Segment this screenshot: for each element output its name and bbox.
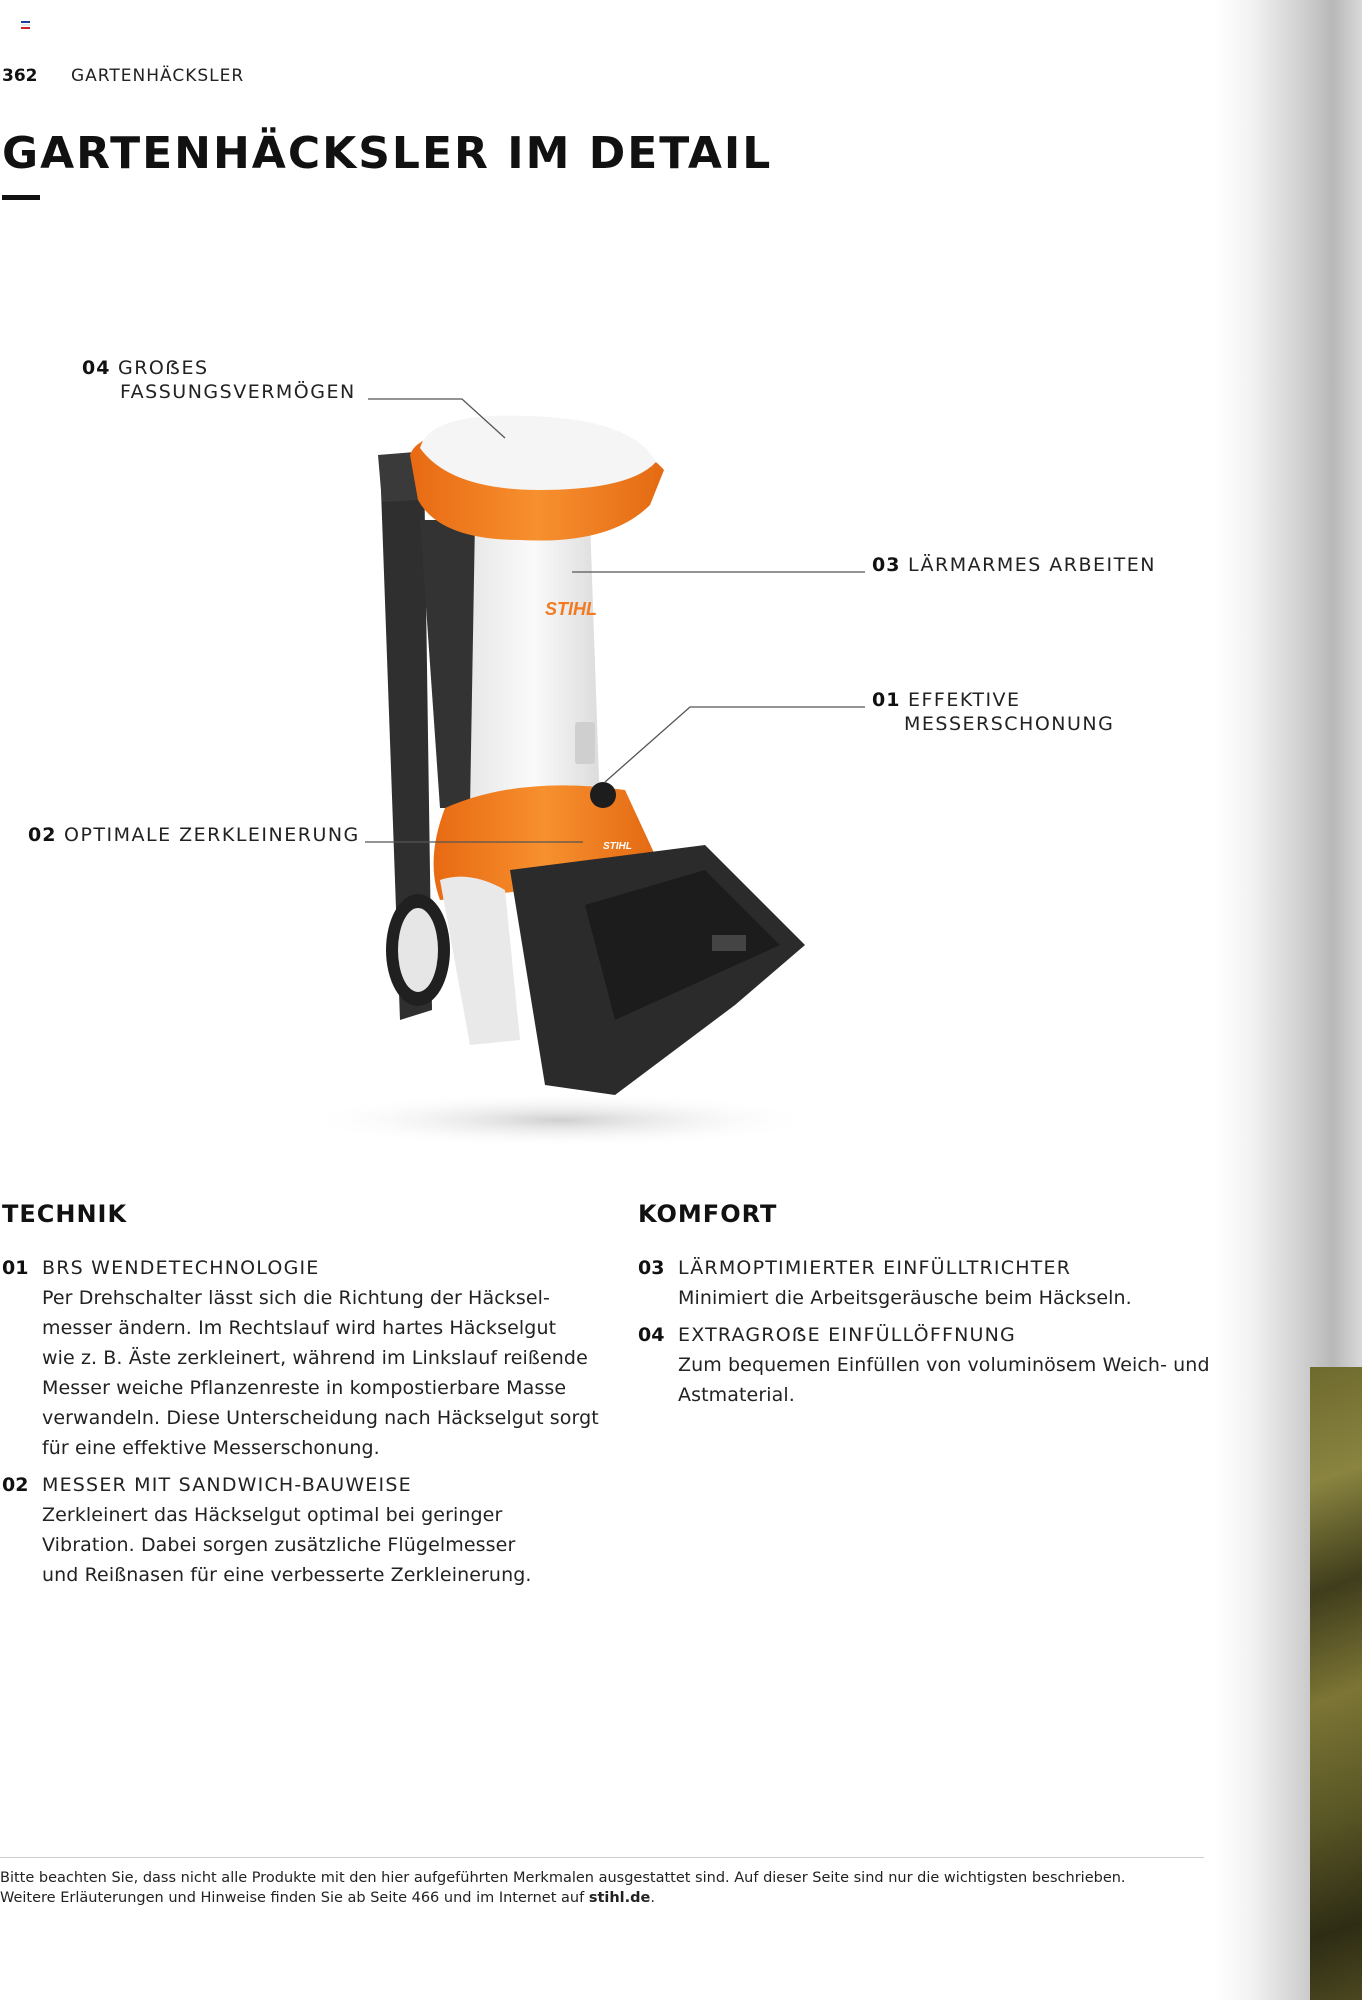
page-number: 362 [2,66,38,86]
feature-02 [2,1470,602,1590]
website-link[interactable]: stihl.de [588,1890,651,1906]
feature-04-title: EXTRAGROẞE EINFÜLLÖFFNUNG [678,1324,1016,1346]
callout-line-01 [605,707,865,782]
komfort-heading: KOMFORT [638,1200,778,1228]
feature-02-body: Zerkleinert das Häckselgut optimal bei geringer Vibration. Dabei sorgen zusätzliche Flügelmesser und Reißnasen für eine verbesserte Zerkleinerung. [42,1504,532,1586]
feature-03 [638,1253,1218,1313]
feature-01-body: Per Drehschalter lässt sich die Richtung der Häcksel- messer ändern. Im Rechtslauf wird hartes Häckselgut wie z. B. Äste zerkleinert, während im Linkslauf reißende Messer weiche Pflanzenreste in kompostierbare Masse verwandeln. Diese Unterscheidung nach Häckselgut sorgt für eine effektive Messerschonung. [42,1287,599,1459]
feature-02-title: MESSER MIT SANDWICH-BAUWEISE [42,1474,412,1496]
section-label: GARTENHÄCKSLER [71,66,245,86]
feature-01 [2,1253,602,1463]
footnote [0,1868,1180,1908]
side-shield [440,877,520,1045]
footnote-period: . [650,1890,655,1906]
body-column [468,520,600,808]
rotary-switch-icon [590,782,616,808]
callout-04-label-2: FASSUNGSVERMÖGEN [120,381,356,403]
floor-shadow [300,1092,820,1148]
feature-03-number: 03 [638,1257,665,1279]
callout-04-number: 04 [82,357,111,379]
callout-02 [28,823,360,847]
callout-03-label: LÄRMARMES ARBEITEN [908,554,1156,576]
brand-logo: STIHL [545,599,597,619]
callout-01-number: 01 [872,689,901,711]
feature-03-body: Minimiert die Arbeitsgeräusche beim Häckseln. [678,1287,1132,1309]
feature-04-number: 04 [638,1324,665,1346]
info-label [575,722,595,764]
wheel-hub [398,908,438,992]
callout-04-label: GROẞES [118,357,209,379]
callout-02-label: OPTIMALE ZERKLEINERUNG [64,824,360,846]
footnote-line-1: Bitte beachten Sie, dass nicht alle Produkte mit den hier aufgeführten Merkmalen ausgestattet sind. Auf dieser Seite sind nur die wichtigsten beschrieben. [0,1870,1126,1886]
base-logo: STIHL [603,841,632,852]
callout-01 [872,688,1114,736]
callout-01-label-2: MESSERSCHONUNG [904,713,1115,735]
callout-01-label: EFFEKTIVE [908,689,1021,711]
chute-label [712,935,746,951]
callout-03 [872,553,1156,577]
callout-04 [82,356,356,404]
footnote-line-2: Weitere Erläuterungen und Hinweise finden Sie ab Seite 466 und im Internet auf [0,1890,589,1906]
feature-03-title: LÄRMOPTIMIERTER EINFÜLLTRICHTER [678,1257,1072,1279]
feature-04 [638,1320,1218,1410]
feature-02-number: 02 [2,1474,29,1496]
feature-01-number: 01 [2,1257,29,1279]
callout-03-number: 03 [872,554,901,576]
page-title: GARTENHÄCKSLER IM DETAIL [2,128,773,179]
footnote-divider [0,1857,1204,1858]
feature-01-title: BRS WENDETECHNOLOGIE [42,1257,320,1279]
technik-heading: TECHNIK [2,1200,128,1228]
next-page-photo [1310,1367,1362,2000]
feature-04-body: Zum bequemen Einfüllen von voluminösem Weich- und Astmaterial. [678,1354,1210,1406]
callout-02-number: 02 [28,824,57,846]
